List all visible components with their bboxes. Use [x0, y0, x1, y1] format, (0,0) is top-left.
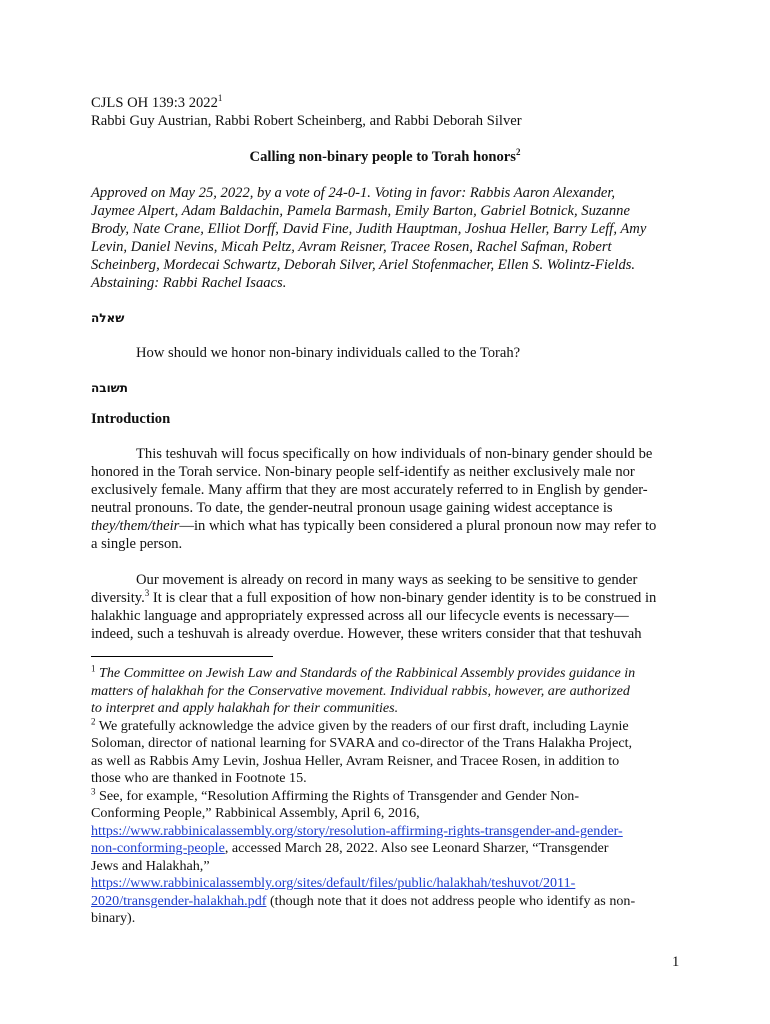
footnote-line: Conforming People,” Rabbinical Assembly, April 6, 2016, [91, 805, 420, 821]
sheelah-heading: שאלה [91, 311, 125, 325]
approval-line: Abstaining: Rabbi Rachel Isaacs. [91, 275, 287, 291]
body-line: halakhic language and appropriately expressed across all our lifecycle events is necessary— [91, 608, 629, 624]
footnote-line: matters of halakhah for the Conservative movement. Individual rabbis, however, are authorized [91, 682, 630, 699]
footnote-line [91, 840, 609, 858]
footnote-mark: 1 [91, 663, 96, 674]
body-text: It is clear that a full exposition of how non-binary gender identity is to be construed in [149, 590, 657, 606]
teshuvah-pdf-link[interactable]: 2020/transgender-halakhah.pdf [91, 892, 267, 909]
approval-line: Levin, Daniel Nevins, Micah Peltz, Avram Reisner, Tracee Rosen, Rachel Safman, Robert [91, 239, 612, 255]
approval-line: Approved on May 25, 2022, by a vote of 24-0-1. Voting in favor: Rabbis Aaron Alexander, [91, 185, 616, 201]
title-text: Calling non-binary people to Torah honors [249, 149, 516, 165]
teshuvah-pdf-link[interactable]: https://www.rabbinicalassembly.org/sites/default/files/public/halakhah/teshuvot/2011- [91, 875, 576, 891]
footnote-line: Jews and Halakhah,” [91, 857, 210, 874]
footnote-line: binary). [91, 910, 136, 926]
sheelah-question: How should we honor non-binary individuals called to the Torah? [136, 345, 521, 361]
footnote-ref-1[interactable]: 1 [217, 93, 223, 104]
footnote-text: The Committee on Jewish Law and Standards of the Rabbinical Assembly provides guidance in [95, 665, 636, 681]
footnote-mark: 3 [91, 785, 96, 796]
body-line: This teshuvah will focus specifically on how individuals of non-binary gender should be [136, 446, 653, 462]
footnote-ref-2[interactable]: 2 [515, 147, 521, 158]
body-text: —in which what has typically been considered a plural pronoun now may refer to [179, 518, 657, 534]
footnote-text: We gratefully acknowledge the advice given by the readers of our first draft, including Laynie [95, 717, 629, 734]
footnote-line: to interpret and apply halakhah for their communities. [91, 700, 399, 716]
document-designation [91, 94, 222, 112]
body-line: Our movement is already on record in many ways as seeking to be sensitive to gender [136, 572, 638, 588]
footnote-line: those who are thanked in Footnote 15. [91, 770, 307, 786]
pronoun-example: they/them/their [91, 518, 180, 534]
designation-text: CJLS OH 139:3 2022 [91, 95, 218, 111]
body-text: diversity. [91, 590, 145, 606]
teshuvah-heading: תשובה [91, 381, 128, 395]
footnote-text: See, for example, “Resolution Affirming the Rights of Transgender and Gender Non- [95, 787, 580, 804]
footnote-1 [91, 665, 635, 683]
document-title [91, 148, 679, 166]
footnote-line: as well as Rabbis Amy Levin, Joshua Heller, Avram Reisner, and Tracee Rosen, in addition to [91, 752, 620, 769]
footnote-2 [91, 715, 629, 736]
body-line [91, 517, 656, 535]
footnote-line [91, 893, 635, 911]
footnote-line [91, 875, 575, 893]
body-line: exclusively female. Many affirm that they are most accurately referred to in English by gender- [91, 482, 648, 498]
page-number: 1 [672, 954, 680, 970]
introduction-heading: Introduction [91, 411, 171, 427]
approval-line: Scheinberg, Mordecai Schwartz, Deborah Silver, Ariel Stofenmacher, Ellen S. Wolintz-Fields. [91, 257, 636, 273]
footnote-line: Soloman, director of national learning for SVARA and co-director of the Trans Halakha Project, [91, 735, 633, 751]
body-line [91, 589, 656, 607]
body-line: indeed, such a teshuvah is already overdue. However, these writers consider that that teshuvah [91, 626, 642, 642]
footnote-ref-3[interactable]: 3 [144, 588, 150, 599]
resolution-link[interactable]: non-conforming-people [91, 840, 225, 856]
approval-line: Jaymee Alpert, Adam Baldachin, Pamela Barmash, Emily Barton, Gabriel Botnick, Suzanne [91, 203, 630, 219]
body-line: a single person. [91, 536, 183, 552]
footnote-line [91, 823, 623, 841]
footnote-text: , accessed March 28, 2022. Also see Leonard Sharzer, “Transgender [224, 840, 609, 856]
footnote-3 [91, 785, 580, 806]
authors-line: Rabbi Guy Austrian, Rabbi Robert Scheinberg, and Rabbi Deborah Silver [91, 113, 522, 129]
body-line: honored in the Torah service. Non-binary people self-identify as neither exclusively male nor [91, 464, 635, 480]
footnote-text: (though note that it does not address people who identify as non- [266, 892, 636, 909]
approval-line: Brody, Nate Crane, Elliot Dorff, David Fine, Judith Hauptman, Joshua Heller, Barry Leff, Amy [91, 221, 647, 237]
resolution-link[interactable]: https://www.rabbinicalassembly.org/story/resolution-affirming-rights-transgender-and-gender- [91, 822, 623, 839]
footnote-separator [91, 656, 273, 657]
body-line: neutral pronouns. To date, the gender-neutral pronoun usage gaining widest acceptance is [91, 500, 613, 516]
footnote-mark: 2 [91, 715, 96, 726]
